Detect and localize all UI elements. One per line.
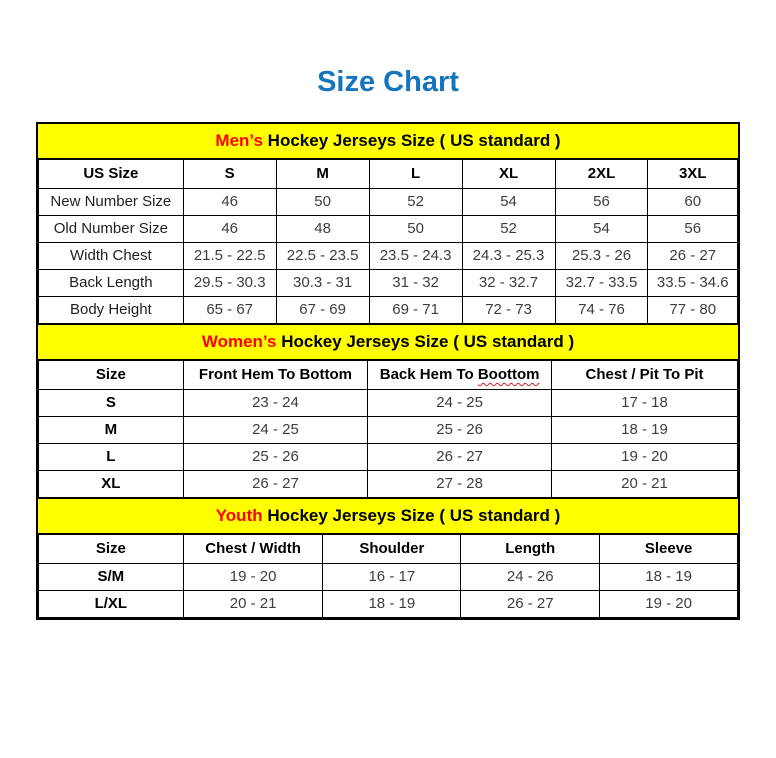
table-cell: 25 - 26 [183,444,368,471]
table-cell: 69 - 71 [369,297,462,324]
table-cell: 56 [648,216,738,243]
column-header: Front Hem To Bottom [183,361,368,390]
column-header: M [276,160,369,189]
table-cell: 26 - 27 [648,243,738,270]
mens-section-title-highlight: Men’s [215,131,263,150]
table-cell: 23 - 24 [183,390,368,417]
table-cell: 50 [276,189,369,216]
column-header: L [369,160,462,189]
column-header: 3XL [648,160,738,189]
column-header: Size [39,361,184,390]
womens-header-row [39,361,738,390]
row-label: Old Number Size [39,216,184,243]
table-cell: 74 - 76 [555,297,648,324]
size-chart [36,122,740,620]
table-cell: 27 - 28 [368,471,552,498]
womens-section-title [38,324,738,360]
table-cell: 26 - 27 [461,591,600,618]
youth-header-row [39,535,738,564]
table-row [39,444,738,471]
table-row [39,591,738,618]
row-label: XL [39,471,184,498]
table-row [39,390,738,417]
youth-table [38,534,738,618]
column-header: US Size [39,160,184,189]
column-header: Size [39,535,184,564]
column-header: 2XL [555,160,648,189]
table-cell: 22.5 - 23.5 [276,243,369,270]
table-cell: 72 - 73 [462,297,555,324]
table-cell: 52 [462,216,555,243]
column-header: Length [461,535,600,564]
table-cell: 32.7 - 33.5 [555,270,648,297]
table-cell: 46 [183,216,276,243]
table-cell: 16 - 17 [323,564,461,591]
table-cell: 67 - 69 [276,297,369,324]
table-cell: 17 - 18 [552,390,738,417]
column-header: Chest / Pit To Pit [552,361,738,390]
table-cell: 52 [369,189,462,216]
table-cell: 24 - 25 [368,390,552,417]
table-row [39,564,738,591]
column-header [368,361,552,390]
table-cell: 50 [369,216,462,243]
table-cell: 24 - 25 [183,417,368,444]
table-cell: 19 - 20 [552,444,738,471]
row-label: M [39,417,184,444]
youth-section-title-text: Hockey Jerseys Size ( US standard ) [262,506,561,525]
table-cell: 18 - 19 [600,564,738,591]
youth-section-title-highlight: Youth [215,506,263,525]
table-cell: 32 - 32.7 [462,270,555,297]
row-label: Width Chest [39,243,184,270]
table-cell: 77 - 80 [648,297,738,324]
table-cell: 65 - 67 [183,297,276,324]
column-header-text: Back Hem To [379,366,478,383]
table-row [39,270,738,297]
womens-table [38,360,738,498]
womens-section-title-text: Hockey Jerseys Size ( US standard ) [276,332,575,351]
mens-table [38,159,738,324]
table-cell: 19 - 20 [600,591,738,618]
row-label: L/XL [39,591,184,618]
column-header: Chest / Width [183,535,323,564]
table-row [39,189,738,216]
page-title: Size Chart [317,66,459,98]
column-header: XL [462,160,555,189]
column-header: Shoulder [323,535,461,564]
column-header: S [183,160,276,189]
table-cell: 33.5 - 34.6 [648,270,738,297]
table-cell: 25 - 26 [368,417,552,444]
table-cell: 54 [462,189,555,216]
row-label: Body Height [39,297,184,324]
misspelled-word: Boottom [477,366,540,383]
mens-header-row [39,160,738,189]
mens-section-title [38,124,738,159]
table-cell: 56 [555,189,648,216]
table-cell: 25.3 - 26 [555,243,648,270]
table-cell: 31 - 32 [369,270,462,297]
row-label: Back Length [39,270,184,297]
table-cell: 30.3 - 31 [276,270,369,297]
table-cell: 60 [648,189,738,216]
table-row [39,417,738,444]
row-label: S [39,390,184,417]
table-row [39,471,738,498]
row-label: L [39,444,184,471]
table-cell: 24 - 26 [461,564,600,591]
table-row [39,216,738,243]
table-cell: 26 - 27 [183,471,368,498]
table-cell: 46 [183,189,276,216]
table-row [39,297,738,324]
youth-section-title [38,498,738,534]
table-row [39,243,738,270]
table-cell: 24.3 - 25.3 [462,243,555,270]
table-cell: 29.5 - 30.3 [183,270,276,297]
table-cell: 20 - 21 [552,471,738,498]
row-label: New Number Size [39,189,184,216]
womens-section-title-highlight: Women’s [201,332,277,351]
table-cell: 23.5 - 24.3 [369,243,462,270]
table-cell: 19 - 20 [183,564,323,591]
table-cell: 18 - 19 [323,591,461,618]
table-cell: 48 [276,216,369,243]
table-cell: 20 - 21 [183,591,323,618]
row-label: S/M [39,564,184,591]
mens-section-title-text: Hockey Jerseys Size ( US standard ) [262,131,561,150]
table-cell: 21.5 - 22.5 [183,243,276,270]
table-cell: 18 - 19 [552,417,738,444]
column-header: Sleeve [600,535,738,564]
table-cell: 26 - 27 [368,444,552,471]
table-cell: 54 [555,216,648,243]
